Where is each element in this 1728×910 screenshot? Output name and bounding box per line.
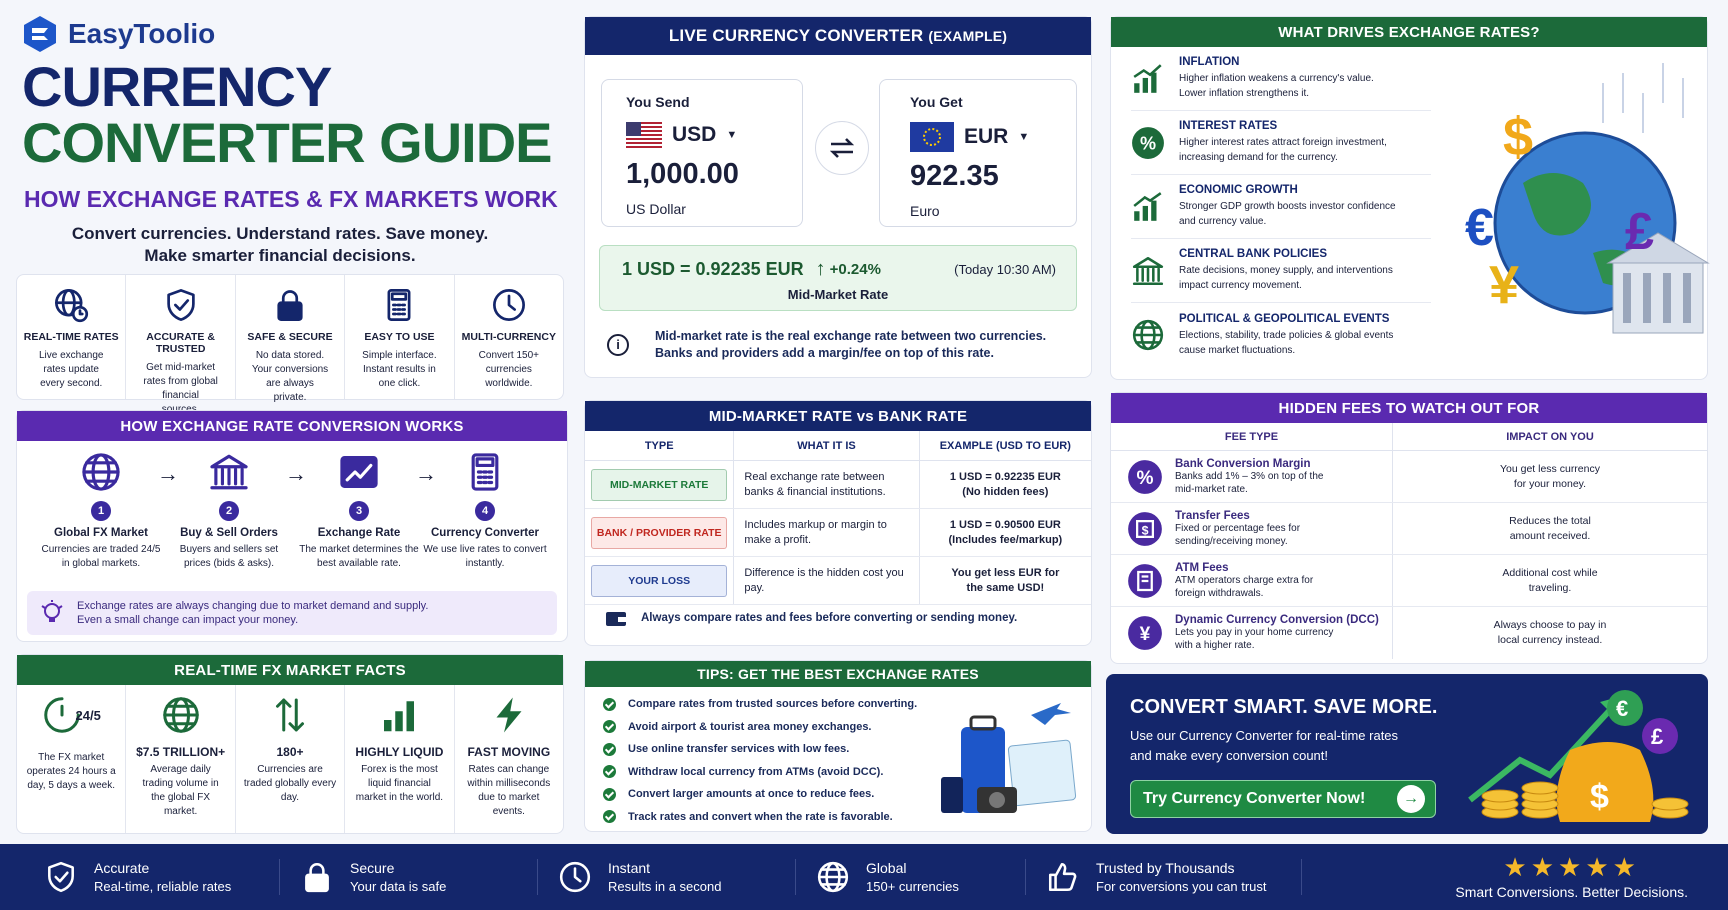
- footer-item-global: [796, 859, 1026, 895]
- how-step-4: [423, 451, 547, 571]
- footer-slogan: Smart Conversions. Better Decisions.: [1455, 884, 1688, 900]
- yen-icon: [1127, 615, 1163, 651]
- brand: [20, 12, 580, 56]
- how-note: [27, 591, 557, 635]
- feature-title: EASY TO USE: [364, 331, 435, 343]
- converter-info-line-2: Banks and providers add a margin/fee on top of this rate.: [655, 346, 994, 360]
- cta-title: CONVERT SMART. SAVE MORE.: [1130, 696, 1438, 718]
- fee-title: Bank Conversion Margin: [1175, 457, 1311, 470]
- driver-title: ECONOMIC GROWTH: [1179, 184, 1298, 196]
- driver-item: [1131, 175, 1431, 239]
- fee-impact: Always choose to pay in local currency instead.: [1493, 619, 1607, 646]
- fees-title: HIDDEN FEES TO WATCH OUT FOR: [1111, 393, 1707, 423]
- compare-title: MID-MARKET RATE vs BANK RATE: [585, 401, 1091, 431]
- rate-example: 1 USD = 0.92235 EUR: [949, 470, 1061, 483]
- svg-text:%: %: [1139, 132, 1157, 153]
- footer-item-desc: 150+ currencies: [866, 879, 959, 894]
- bank-icon: [167, 451, 291, 493]
- footer-item-desc: For conversions you can trust: [1096, 879, 1267, 894]
- converter-panel: [584, 16, 1092, 378]
- driver-item: [1131, 111, 1431, 175]
- footer-item-title: Trusted by Thousands: [1096, 860, 1235, 876]
- converter-info: [599, 329, 1077, 360]
- money-transfer-icon: [1127, 511, 1163, 547]
- fee-title: ATM Fees: [1175, 561, 1229, 574]
- footer: [0, 844, 1728, 910]
- send-currency-select[interactable]: [626, 122, 778, 148]
- arrows-updown-icon: [244, 693, 336, 737]
- fee-desc: Banks add 1% – 3% on top of the mid-market rate.: [1175, 470, 1324, 495]
- us-flag-icon: [626, 122, 662, 148]
- fx-facts-panel: [16, 654, 564, 834]
- globe-icon: [134, 693, 226, 737]
- how-it-works-panel: [16, 410, 568, 642]
- growth-icon: [1131, 190, 1167, 224]
- svg-text:£: £: [1651, 724, 1664, 749]
- info-icon: i: [607, 334, 629, 356]
- tips-title: TIPS: GET THE BEST EXCHANGE RATES: [585, 661, 1091, 687]
- fx-fact-item: [126, 685, 235, 833]
- fact-desc: Average daily trading volume in the global FX market.: [142, 764, 219, 817]
- rate-example-note: (Includes fee/markup): [948, 533, 1063, 546]
- hero-tagline-2: Make smarter financial decisions.: [144, 246, 416, 265]
- tip-text: Track rates and convert when the rate is favorable.: [628, 810, 893, 823]
- svg-text:$: $: [1590, 778, 1609, 816]
- footer-item-title: Global: [866, 860, 907, 876]
- send-currency-name: US Dollar: [626, 201, 686, 217]
- drivers-panel: [1110, 16, 1708, 380]
- fact-desc: Rates can change within milliseconds due to market events.: [467, 764, 551, 817]
- tip-text: Compare rates from trusted sources before converting.: [628, 698, 918, 711]
- rate-box: [599, 245, 1077, 311]
- globe-icon: [39, 451, 163, 493]
- rate-type-desc: Real exchange rate between banks & financial institutions.: [734, 461, 919, 508]
- how-note-line-2: Even a small change can impact your money.: [77, 614, 299, 626]
- hero-subtitle: HOW EXCHANGE RATES & FX MARKETS WORK: [24, 186, 558, 212]
- driver-desc: Higher interest rates attract foreign investment,: [1179, 137, 1387, 148]
- features-panel: [16, 274, 564, 403]
- fact-desc: Currencies are traded globally every day.: [243, 764, 337, 803]
- get-box[interactable]: [879, 79, 1077, 227]
- footer-item-title: Secure: [350, 860, 395, 876]
- driver-desc: Stronger GDP growth boosts investor confidence: [1179, 201, 1396, 212]
- fact-title: 180+: [276, 745, 304, 759]
- cta-desc-2: and make every conversion count!: [1130, 748, 1328, 763]
- fee-row: [1111, 555, 1707, 607]
- drivers-title: WHAT DRIVES EXCHANGE RATES?: [1111, 17, 1707, 47]
- rate-label: Mid-Market Rate: [787, 287, 889, 302]
- cta-desc-1: Use our Currency Converter for real-time rates: [1130, 728, 1399, 743]
- converter-title: LIVE CURRENCY CONVERTER: [668, 26, 924, 45]
- fee-impact: Reduces the total amount received.: [1509, 514, 1591, 542]
- step-title: Global FX Market: [54, 527, 148, 539]
- step-desc: Buyers and sellers set prices (bids & asks).: [179, 544, 279, 569]
- svg-text:%: %: [1136, 467, 1154, 489]
- fee-title: Dynamic Currency Conversion (DCC): [1175, 614, 1379, 626]
- fee-row: [1111, 451, 1707, 503]
- wallet-icon: [605, 609, 627, 627]
- fx-fact-item: [17, 685, 126, 833]
- rate-type-desc: Difference is the hidden cost you pay.: [734, 557, 919, 604]
- step-number: 2: [219, 501, 239, 521]
- hero-tagline-1: Convert currencies. Understand rates. Save money.: [71, 224, 489, 243]
- compare-header: EXAMPLE (USD TO EUR): [939, 439, 1071, 452]
- globe-icon: [816, 860, 850, 894]
- step-title: Exchange Rate: [317, 527, 401, 539]
- tips-panel: [584, 660, 1092, 832]
- shield-check-icon: [130, 287, 230, 323]
- hero-title-1: CURRENCY: [22, 55, 332, 118]
- footer-item-title: Accurate: [94, 860, 150, 876]
- travel-luggage-icon: [931, 695, 1081, 825]
- clock-24-icon: [25, 693, 117, 737]
- chevron-down-icon: ▼: [726, 129, 738, 141]
- driver-title: INTEREST RATES: [1179, 120, 1278, 132]
- get-currency-code: EUR: [964, 125, 1009, 148]
- check-icon: [603, 765, 616, 778]
- fee-impact: Additional cost while traveling.: [1502, 566, 1598, 594]
- cta-panel: [1106, 674, 1708, 834]
- feature-title: SAFE & SECURE: [247, 331, 333, 343]
- fact-badge: 24/5: [75, 707, 101, 723]
- driver-item: [1131, 303, 1431, 367]
- how-note-line-1: Exchange rates are always changing due to market demand and supply.: [77, 600, 429, 612]
- globe-currency-illustration: [1453, 63, 1705, 363]
- fx-fact-item: [455, 685, 563, 833]
- step-desc: The market determines the best available rate.: [299, 544, 419, 569]
- tip-text: Use online transfer services with low fees.: [628, 743, 850, 756]
- rate-type-badge: BANK / PROVIDER RATE: [591, 517, 727, 549]
- lightbulb-icon: [39, 600, 65, 626]
- percent-icon: [1131, 126, 1167, 160]
- calculator-icon: [423, 451, 547, 493]
- fees-header: FEE TYPE: [1111, 423, 1393, 450]
- rate-example: 1 USD = 0.90500 EUR: [949, 518, 1061, 531]
- atm-icon: [1127, 563, 1163, 599]
- fee-row: [1111, 607, 1707, 659]
- feature-accurate-trusted: [126, 275, 235, 399]
- footer-item-desc: Your data is safe: [350, 879, 447, 894]
- swap-icon: [829, 137, 855, 159]
- chevron-down-icon: ▼: [1018, 131, 1030, 143]
- driver-desc: increasing demand for the currency.: [1179, 152, 1338, 163]
- converter-info-line-1: Mid-market rate is the real exchange rate between two currencies.: [655, 329, 1047, 343]
- step-title: Currency Converter: [430, 527, 539, 539]
- rate-example: You get less EUR for: [951, 566, 1060, 579]
- rate-value: 1 USD = 0.92235 EUR: [622, 259, 804, 279]
- arrow-right-icon: →: [157, 461, 179, 486]
- footer-item-desc: Real-time, reliable rates: [94, 879, 232, 894]
- shield-check-icon: [44, 860, 78, 894]
- fees-panel: [1110, 392, 1708, 664]
- hero-title-2: CONVERTER GUIDE: [22, 111, 552, 174]
- footer-item-desc: Results in a second: [608, 879, 722, 894]
- lock-icon: [300, 860, 334, 894]
- rate-type-desc: Includes markup or margin to make a profit.: [734, 509, 919, 556]
- check-icon: [603, 810, 616, 823]
- cta-button[interactable]: [1130, 780, 1436, 818]
- feature-desc: No data stored. Your conversions are always private.: [251, 350, 329, 403]
- fee-impact: You get less currency for your money.: [1499, 462, 1600, 490]
- feature-desc: Live exchange rates update every second.: [38, 350, 104, 389]
- fee-desc: ATM operators charge extra for foreign withdrawals.: [1175, 574, 1314, 599]
- compare-row: [585, 461, 1091, 509]
- feature-desc: Get mid-market rates from global financial: [143, 362, 218, 401]
- globe-clock-icon: [21, 287, 121, 323]
- driver-item: [1131, 239, 1431, 303]
- fact-title: $7.5 TRILLION+: [136, 745, 226, 759]
- how-step-1: [39, 451, 163, 571]
- pound-symbol: £: [1625, 203, 1654, 261]
- thumbs-up-icon: [1046, 860, 1080, 894]
- step-desc: Currencies are traded 24/5 in global markets.: [41, 544, 161, 569]
- fee-desc: Fixed or percentage fees for sending/receiving money.: [1175, 522, 1301, 547]
- bank-icon: [1131, 254, 1167, 288]
- compare-header: WHAT IT IS: [734, 431, 919, 460]
- fx-facts-title: REAL-TIME FX MARKET FACTS: [17, 655, 563, 685]
- get-currency-select[interactable]: [910, 122, 1046, 152]
- clock-icon: [558, 860, 592, 894]
- brand-name: EasyToolio: [68, 18, 216, 49]
- feature-safe-secure: [236, 275, 345, 403]
- calculator-icon: [349, 287, 449, 323]
- driver-desc: Rate decisions, money supply, and interventions: [1179, 265, 1393, 276]
- rate-example-note: the same USD!: [966, 581, 1045, 594]
- step-number: 1: [91, 501, 111, 521]
- eu-flag-icon: [910, 122, 954, 152]
- tip-text: Withdraw local currency from ATMs (avoid DCC).: [628, 765, 884, 778]
- fee-title: Transfer Fees: [1175, 509, 1250, 522]
- fact-desc: The FX market operates 24 hours a day, 5 days a week.: [26, 752, 116, 791]
- driver-desc: impact currency movement.: [1179, 280, 1302, 291]
- rate-example-note: (No hidden fees): [962, 485, 1049, 498]
- footer-item-title: Instant: [608, 860, 651, 876]
- how-step-2: [167, 451, 291, 571]
- compare-row: [585, 557, 1091, 605]
- cta-button-label: Try Currency Converter Now!: [1143, 790, 1366, 807]
- driver-desc: Lower inflation strengthens it.: [1179, 88, 1310, 99]
- lightning-icon: [463, 693, 555, 737]
- step-number: 3: [349, 501, 369, 521]
- svg-text:$: $: [1141, 523, 1149, 538]
- get-amount: 922.35: [910, 160, 999, 192]
- fact-title: HIGHLY LIQUID: [355, 745, 444, 759]
- arrow-right-icon: →: [1397, 785, 1425, 813]
- svg-text:€: €: [1616, 696, 1629, 721]
- driver-desc: cause market fluctuations.: [1179, 344, 1296, 356]
- percent-icon: [1127, 459, 1163, 495]
- step-title: Buy & Sell Orders: [180, 527, 278, 539]
- fee-row: [1111, 503, 1707, 555]
- chart-bars-icon: [1131, 62, 1167, 96]
- compare-panel: [584, 400, 1092, 646]
- arrow-up-icon: ↑: [815, 258, 826, 280]
- globe-icon: [1131, 318, 1167, 352]
- arrow-right-icon: →: [285, 461, 307, 486]
- money-bag-illustration: [1460, 680, 1700, 830]
- footer-item-trusted: [1026, 859, 1302, 895]
- driver-desc: and currency value.: [1179, 216, 1267, 227]
- check-icon: [603, 698, 616, 711]
- fact-title: FAST MOVING: [467, 745, 551, 759]
- dollar-symbol: $: [1503, 107, 1534, 167]
- check-icon: [603, 788, 616, 801]
- send-box[interactable]: [601, 79, 803, 227]
- how-step-3: [297, 451, 421, 571]
- driver-title: POLITICAL & GEOPOLITICAL EVENTS: [1179, 312, 1390, 325]
- feature-easy-to-use: [345, 275, 454, 399]
- fx-fact-item: [236, 685, 345, 833]
- logo-icon: [20, 14, 60, 54]
- fx-fact-item: [345, 685, 454, 833]
- tip-text: Avoid airport & tourist area money exchanges.: [628, 720, 872, 733]
- driver-title: INFLATION: [1179, 56, 1240, 68]
- how-it-works-title: HOW EXCHANGE RATE CONVERSION WORKS: [17, 411, 567, 441]
- tip-text: Convert larger amounts at once to reduce fees.: [628, 788, 875, 801]
- rate-time: (Today 10:30 AM): [954, 262, 1056, 277]
- chart-up-icon: [297, 451, 421, 493]
- swap-button[interactable]: [815, 121, 869, 175]
- svg-text:¥: ¥: [1139, 623, 1151, 645]
- send-currency-code: USD: [672, 123, 717, 146]
- feature-title: REAL-TIME RATES: [23, 331, 119, 343]
- compare-row: [585, 509, 1091, 557]
- fees-header: IMPACT ON YOU: [1506, 430, 1594, 443]
- rate-type-badge: MID-MARKET RATE: [591, 469, 727, 501]
- step-desc: We use live rates to convert instantly.: [423, 544, 547, 569]
- footer-rating: [1455, 854, 1688, 900]
- driver-desc: Elections, stability, trade policies & global events: [1179, 329, 1394, 341]
- driver-desc: Higher inflation weakens a currency's value.: [1179, 73, 1374, 84]
- bar-chart-icon: [353, 693, 445, 737]
- rating-stars: ★★★★★: [1503, 852, 1640, 882]
- footer-item-instant: [538, 859, 796, 895]
- yen-symbol: ¥: [1489, 255, 1520, 315]
- step-number: 4: [475, 501, 495, 521]
- euro-symbol: €: [1465, 199, 1494, 257]
- check-icon: [603, 720, 616, 733]
- compare-header: TYPE: [585, 431, 734, 460]
- converter-title-suffix: (EXAMPLE): [928, 28, 1008, 44]
- driver-title: CENTRAL BANK POLICIES: [1179, 248, 1328, 260]
- get-label: You Get: [910, 94, 963, 110]
- get-currency-name: Euro: [910, 203, 940, 219]
- feature-title: ACCURATE & TRUSTED: [146, 331, 215, 355]
- arrow-right-icon: →: [415, 461, 437, 486]
- clock-icon: [459, 287, 559, 323]
- send-amount[interactable]: 1,000.00: [626, 158, 739, 190]
- feature-real-time-rates: [17, 275, 126, 399]
- feature-desc: Simple interface. Instant results in one click.: [362, 350, 437, 389]
- converter-title-bar: [585, 17, 1091, 55]
- feature-desc: Convert 150+ currencies worldwide.: [478, 350, 539, 389]
- footer-item-accurate: [0, 859, 280, 895]
- footer-item-secure: [280, 859, 538, 895]
- feature-title: MULTI-CURRENCY: [461, 331, 556, 343]
- driver-item: [1131, 47, 1431, 111]
- rate-change: +0.24%: [829, 261, 881, 278]
- lock-icon: [240, 287, 340, 323]
- fee-desc: Lets you pay in your home currency with a higher rate.: [1175, 627, 1334, 651]
- send-label: You Send: [626, 94, 690, 110]
- rate-type-badge: YOUR LOSS: [591, 565, 727, 597]
- compare-note: Always compare rates and fees before converting or sending money.: [641, 612, 1018, 624]
- check-icon: [603, 743, 616, 756]
- feature-multi-currency: [455, 275, 563, 399]
- fact-desc: Forex is the most liquid financial market in the world.: [355, 764, 444, 803]
